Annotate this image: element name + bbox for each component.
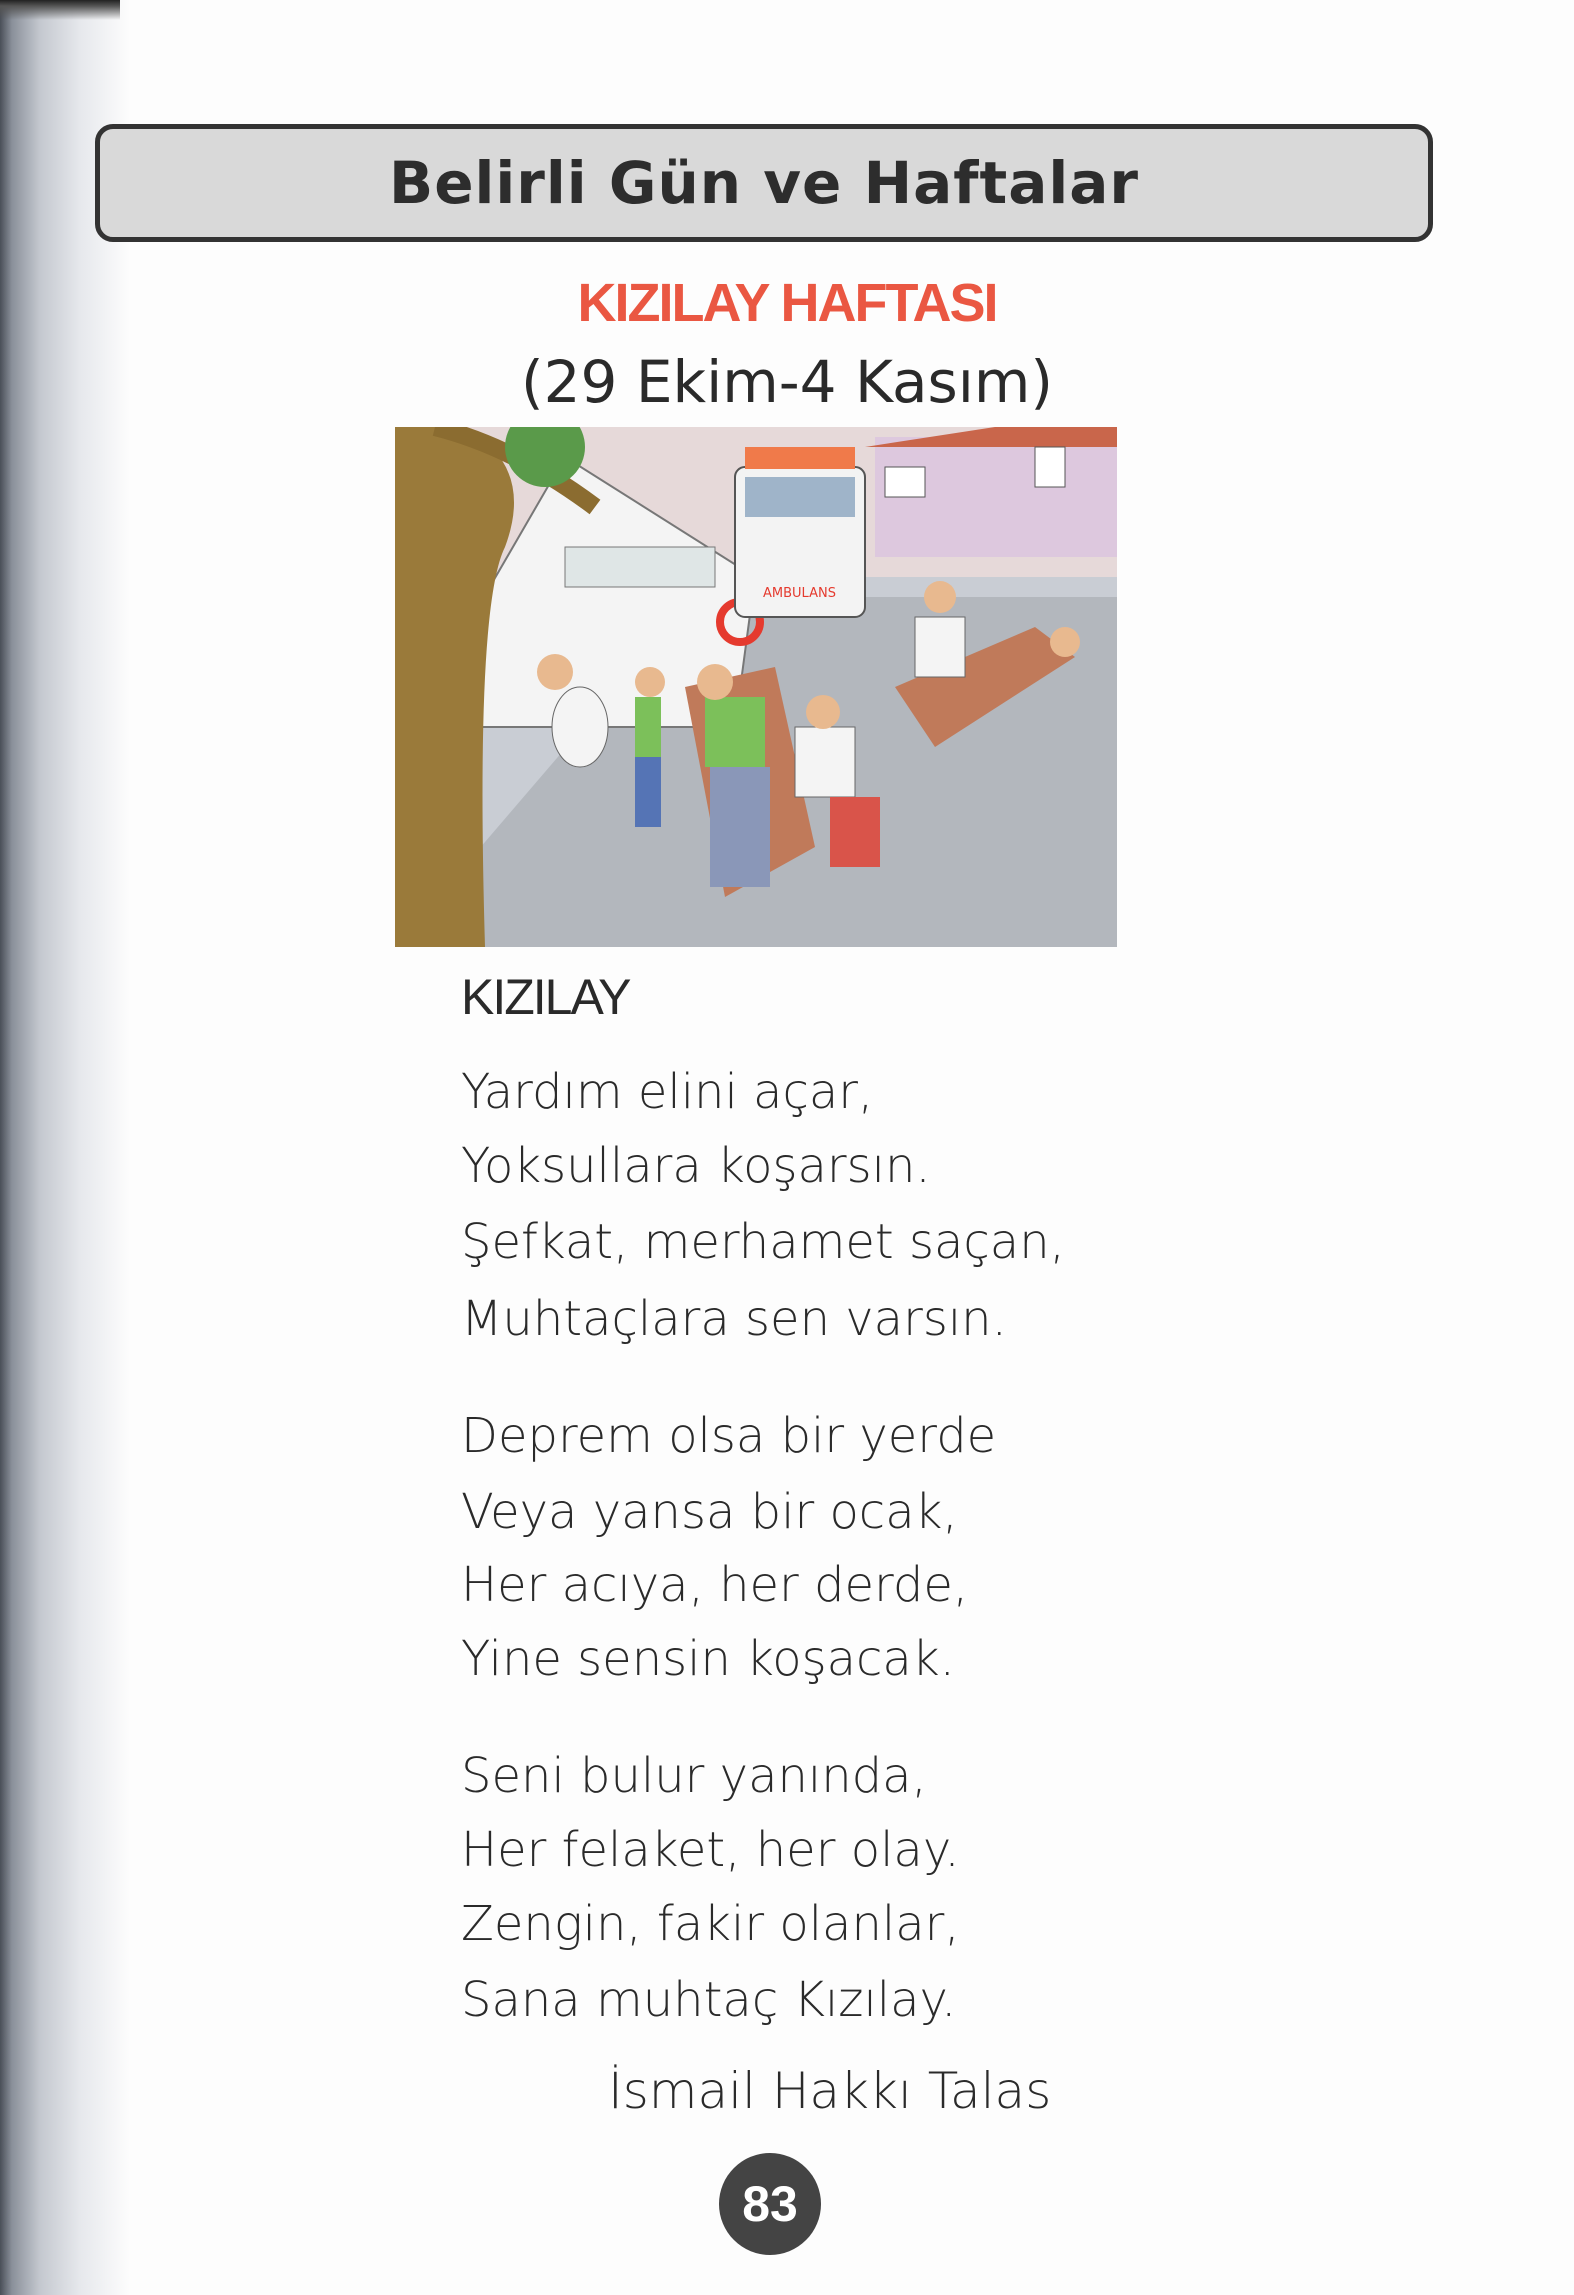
poem-line: Her acıya, her derde, xyxy=(461,1557,969,1613)
poem-title: KIZILAY xyxy=(461,969,630,1025)
poem-line: Sana muhtaç Kızılay. xyxy=(461,1972,957,2028)
chapter-header-banner xyxy=(95,124,1433,242)
page-number: 83 xyxy=(742,2176,798,2232)
poem-line: Zengin, fakir olanlar, xyxy=(461,1896,960,1952)
poem-line: Yoksullara koşarsın. xyxy=(461,1138,931,1194)
poem-line: Deprem olsa bir yerde xyxy=(461,1408,997,1464)
ambulance-label: AMBULANS xyxy=(763,586,836,601)
poem-line: Veya yansa bir ocak, xyxy=(461,1484,958,1540)
page-number-badge xyxy=(719,2153,821,2255)
poem-line: Yine sensin koşacak. xyxy=(461,1631,955,1687)
poem-line: Seni bulur yanında, xyxy=(461,1748,927,1804)
poem-author: İsmail Hakkı Talas xyxy=(608,2062,1052,2120)
section-dates: (29 Ekim-4 Kasım) xyxy=(521,348,1053,416)
poem-line: Her felaket, her olay. xyxy=(461,1822,960,1878)
poem-line: Şefkat, merhamet saçan, xyxy=(461,1214,1065,1270)
poem-line: Muhtaçlara sen varsın. xyxy=(461,1291,1007,1347)
blood-donation-illustration xyxy=(395,427,1117,947)
poem-line: Yardım elini açar, xyxy=(461,1064,874,1120)
section-title: KIZILAY HAFTASI xyxy=(577,273,997,333)
chapter-title: Belirli Gün ve Haftalar xyxy=(389,149,1139,217)
book-gutter-shadow xyxy=(0,0,130,2295)
page-edge xyxy=(0,0,120,20)
